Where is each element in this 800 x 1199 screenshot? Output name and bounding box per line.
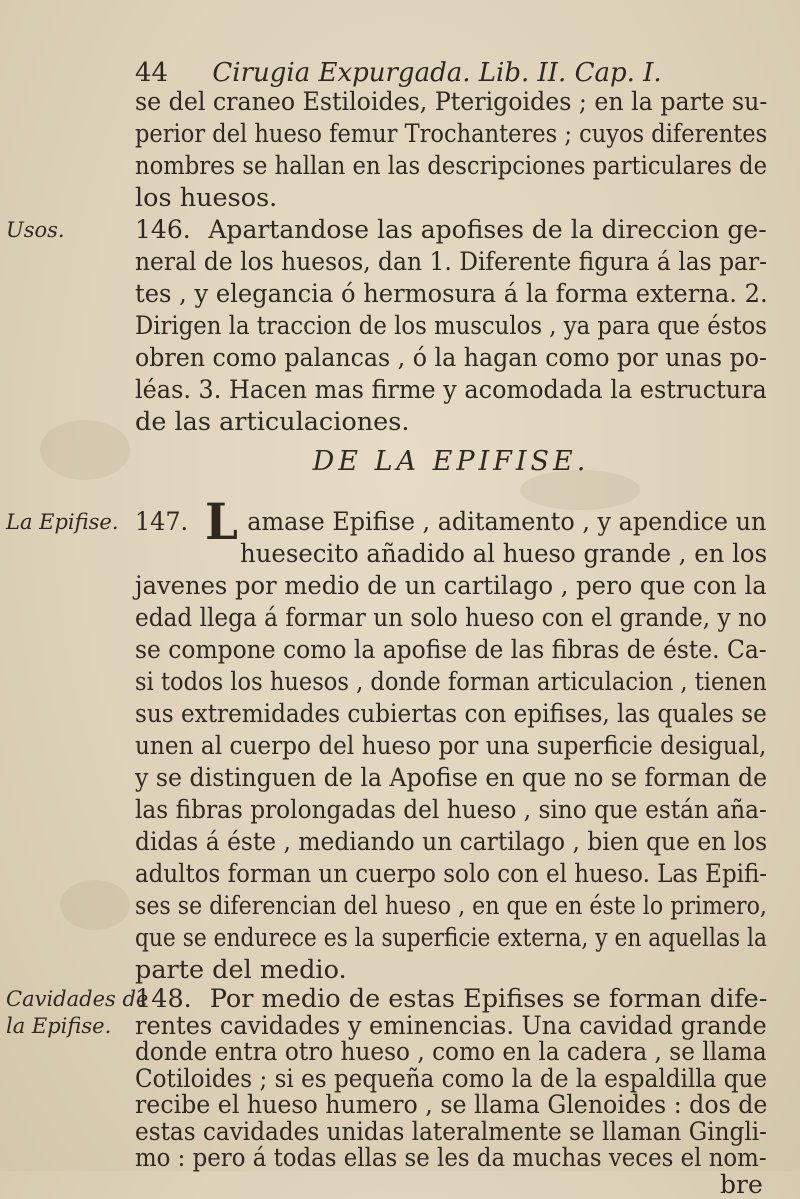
text-line: perior del hueso femur Trochanteres ; cuyos diferentes: [135, 119, 768, 149]
text-line: los huesos.: [135, 183, 278, 213]
margin-note-usos: Usos.: [6, 218, 65, 242]
text-line: didas á éste , mediando un cartilago , bien que en los: [135, 827, 768, 857]
page-number: 44: [135, 58, 169, 88]
paragraph-147-first-line: [135, 492, 767, 551]
text-line: y se distinguen de la Apofise en que no se forman de: [135, 763, 768, 793]
running-header: [135, 57, 767, 89]
text-line: mo : pero á todas ellas se les da muchas veces el nom-: [135, 1143, 767, 1173]
text-line: nombres se hallan en las descripciones particulares de: [135, 151, 767, 181]
text-line: si todos los huesos , donde forman articulacion , tienen: [135, 667, 767, 697]
text-line: sus extremidades cubiertas con epifises, las quales se: [135, 699, 767, 729]
text-line: las fibras prolongadas del hueso , sino que están aña-: [135, 795, 767, 825]
text-line: que se endurece es la superficie externa, y en aquellas la: [135, 923, 767, 953]
margin-note-la-epifise: La Epifise.: [6, 510, 119, 534]
text-line: Por medio de estas Epifises se forman dife-: [209, 984, 768, 1014]
text-line: adultos forman un cuerpo solo con el hueso. Las Epifi-: [135, 859, 768, 889]
margin-note-la-epifise-2: la Epifise.: [6, 1013, 112, 1038]
text-line: donde entra otro hueso , como en la cadera , se llama: [135, 1037, 767, 1067]
text-line: léas. 3. Hacen mas firme y acomodada la estructura: [135, 375, 767, 405]
paragraph-number: 148.: [135, 984, 192, 1014]
text-line: huesecito añadido al hueso grande , en los: [240, 539, 768, 569]
text-line: javenes por medio de un cartilago , pero que con la: [135, 571, 767, 601]
text-line: amase Epifise , aditamento , y apendice un: [247, 507, 767, 537]
text-line: Dirigen la traccion de los musculos , ya para que éstos: [135, 311, 767, 341]
paragraph-148-first-line: [135, 986, 767, 1013]
text-line: se del craneo Estiloides, Pterigoides ; en la parte su-: [135, 87, 768, 117]
text-line: Cotiloides ; si es pequeña como la de la espaldilla que: [135, 1063, 768, 1094]
text-line: parte del medio.: [135, 955, 347, 985]
text-line: Apartandose las apofises de la direccion ge-: [208, 215, 767, 245]
text-line: neral de los huesos, dan 1. Diferente figura á las par-: [135, 247, 768, 277]
paper-stain: [60, 880, 130, 930]
text-line: de las articulaciones.: [135, 407, 410, 437]
paragraph-146-first-line: [135, 214, 767, 246]
text-line: unen al cuerpo del hueso por una superficie desigual,: [135, 731, 767, 761]
text-line: rentes cavidades y eminencias. Una cavidad grande: [135, 1010, 767, 1041]
paragraph-number: 147.: [135, 507, 189, 537]
text-line: recibe el hueso humero , se llama Glenoides : dos de: [135, 1090, 768, 1120]
text-line: edad llega á formar un solo hueso con el grande, y no: [135, 603, 767, 633]
paragraph-number: 146.: [135, 215, 191, 245]
catchword: bre: [720, 1169, 763, 1199]
text-line: estas cavidades unidas lateralmente se llaman Gingli-: [135, 1116, 767, 1147]
text-line: ses se diferencian del hueso , en que en éste lo primero,: [135, 891, 767, 921]
drop-cap: L: [204, 492, 238, 551]
section-title: DE LA EPIFISE.: [312, 446, 590, 477]
text-line: tes , y elegancia ó hermosura á la forma externa. 2.: [135, 279, 768, 309]
paper-stain: [40, 420, 130, 480]
margin-note-cavidades: Cavidades de: [6, 987, 149, 1011]
text-line: obren como palancas , ó la hagan como por unas po-: [135, 343, 768, 373]
text-line: se compone como la apofise de las fibras de éste. Ca-: [135, 635, 767, 665]
running-title: Cirugia Expurgada. Lib. II. Cap. I.: [212, 58, 662, 88]
